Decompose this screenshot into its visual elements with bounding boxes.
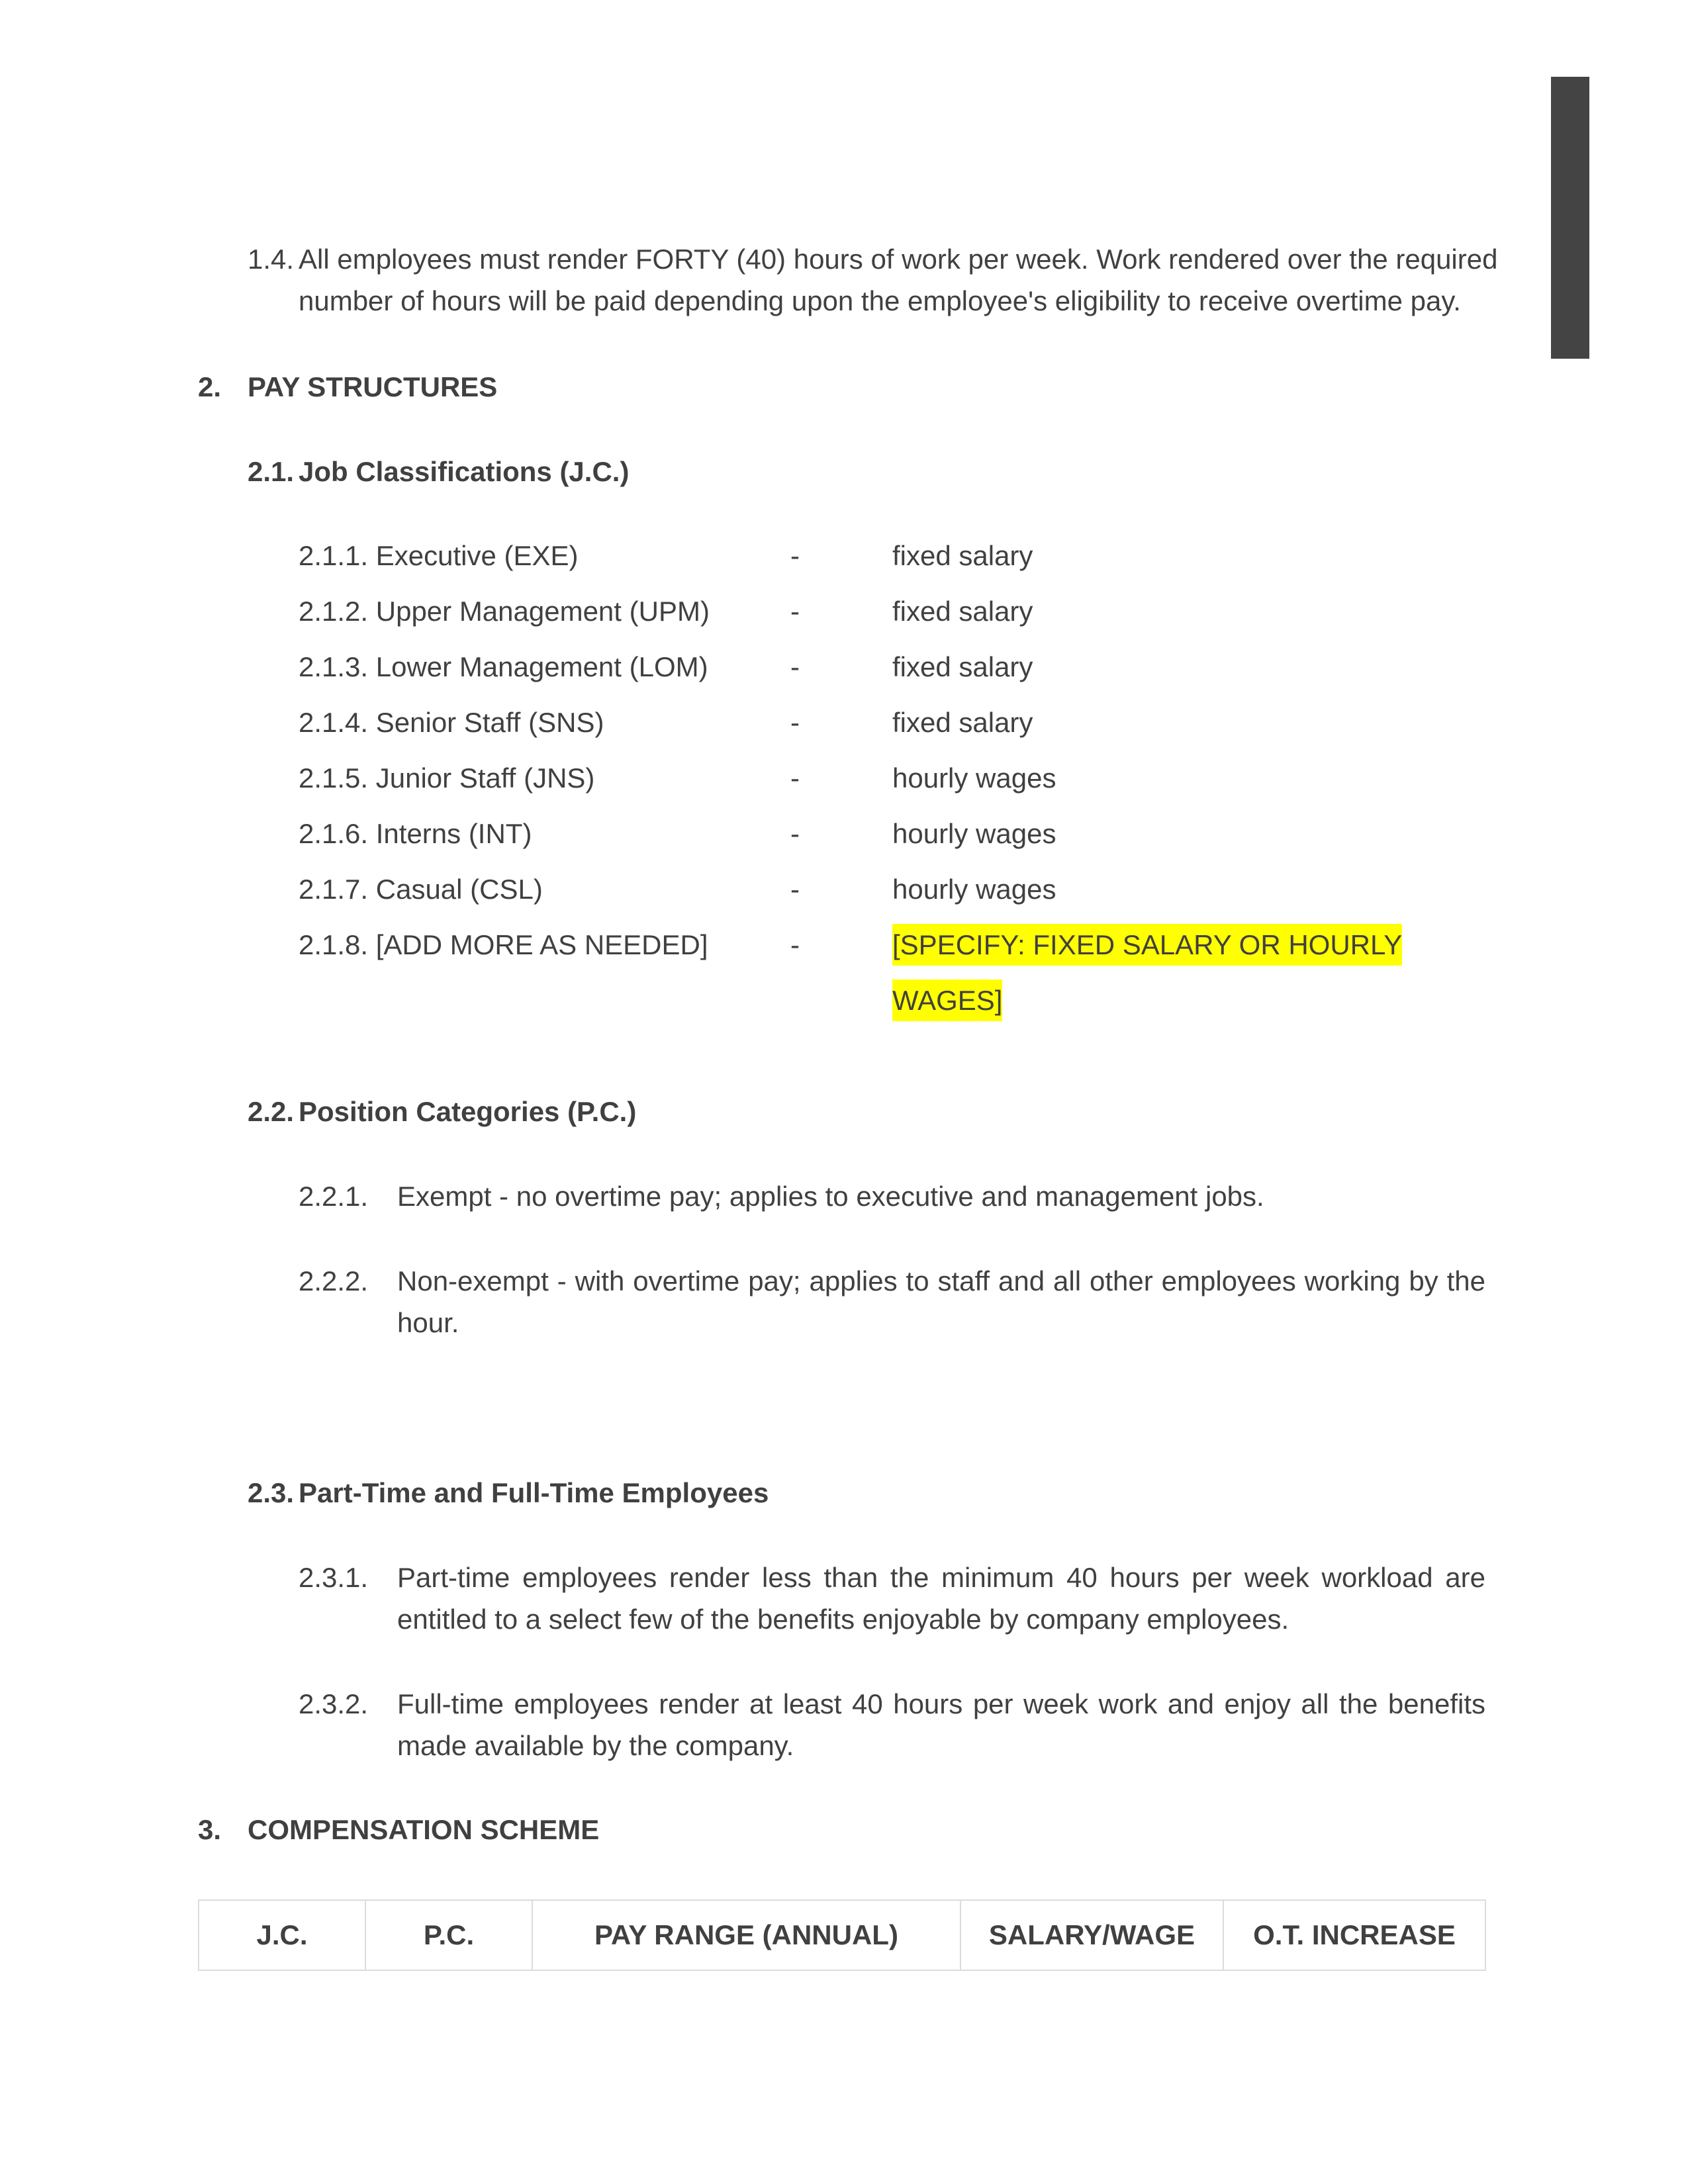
- section-heading: COMPENSATION SCHEME: [248, 1814, 600, 1845]
- job-classification-row: [299, 868, 1424, 910]
- item-number: 2.3.2.: [299, 1688, 369, 1719]
- item-text: Exempt - no overtime pay; applies to executive and management jobs.: [397, 1181, 1264, 1212]
- pay-type: fixed salary: [892, 707, 1033, 738]
- subsection-heading: Position Categories (P.C.): [299, 1096, 637, 1127]
- separator-dash: -: [790, 651, 800, 682]
- column-header-jc: J.C.: [199, 1900, 365, 1970]
- job-classification-label: 2.1.8. [ADD MORE AS NEEDED]: [299, 929, 708, 960]
- job-classification-row: [299, 813, 1424, 854]
- item-number: 2.3.1.: [299, 1562, 369, 1593]
- column-header-ot-increase: O.T. INCREASE: [1223, 1900, 1485, 1970]
- table-header-row: [199, 1900, 1485, 1970]
- item-text: Part-time employees render less than the minimum 40 hours per week workload are entitled to a select few of the benefits enjoyable by company employees.: [397, 1562, 1485, 1635]
- separator-dash: -: [790, 762, 800, 794]
- section-heading: PAY STRUCTURES: [248, 371, 498, 402]
- placeholder-highlight[interactable]: WAGES]: [892, 979, 1002, 1021]
- side-tab-marker: [1551, 77, 1589, 359]
- job-classification-row: [299, 590, 1424, 632]
- subsection-number: 2.2.: [248, 1096, 295, 1127]
- clause-number: 1.4.: [248, 244, 295, 275]
- subsection-heading: Part-Time and Full-Time Employees: [299, 1477, 769, 1508]
- job-classification-row: [299, 702, 1424, 743]
- subsection-heading: Job Classifications (J.C.): [299, 456, 630, 487]
- job-classification-label: 2.1.1. Executive (EXE): [299, 540, 579, 571]
- clause-text-line: All employees must render FORTY (40) hours of work per week. Work rendered over the required: [299, 244, 1498, 275]
- job-classification-row: [299, 646, 1424, 688]
- pay-type: fixed salary: [892, 596, 1033, 627]
- item-text: Full-time employees render at least 40 hours per week work and enjoy all the benefits made available by the company.: [397, 1688, 1485, 1761]
- section-number: 3.: [198, 1814, 222, 1845]
- job-classification-label: 2.1.3. Lower Management (LOM): [299, 651, 708, 682]
- job-classification-label: 2.1.4. Senior Staff (SNS): [299, 707, 604, 738]
- separator-dash: -: [790, 818, 800, 849]
- separator-dash: -: [790, 929, 800, 960]
- clause-text-line: number of hours will be paid depending upon the employee's eligibility to receive overtime pay.: [299, 285, 1461, 316]
- job-classification-row: [299, 757, 1424, 799]
- list-item: [299, 1683, 1485, 1766]
- list-item: [299, 1260, 1485, 1343]
- list-item: [299, 1175, 1485, 1217]
- job-classification-label: 2.1.6. Interns (INT): [299, 818, 532, 849]
- section-number: 2.: [198, 371, 222, 402]
- item-number: 2.2.2.: [299, 1265, 369, 1297]
- subsection-number: 2.1.: [248, 456, 295, 487]
- list-item: [299, 1557, 1485, 1640]
- separator-dash: -: [790, 874, 800, 905]
- job-classification-row: [299, 924, 1424, 966]
- pay-type: hourly wages: [892, 762, 1056, 794]
- job-classification-label: 2.1.5. Junior Staff (JNS): [299, 762, 595, 794]
- subsection-number: 2.3.: [248, 1477, 295, 1508]
- column-header-pay-range: PAY RANGE (ANNUAL): [532, 1900, 961, 1970]
- pay-type: hourly wages: [892, 818, 1056, 849]
- item-number: 2.2.1.: [299, 1181, 369, 1212]
- job-classification-label: 2.1.2. Upper Management (UPM): [299, 596, 710, 627]
- column-header-pc: P.C.: [365, 1900, 532, 1970]
- separator-dash: -: [790, 707, 800, 738]
- job-classification-label: 2.1.7. Casual (CSL): [299, 874, 543, 905]
- pay-type: fixed salary: [892, 540, 1033, 571]
- pay-type: hourly wages: [892, 874, 1056, 905]
- item-text: Non-exempt - with overtime pay; applies to staff and all other employees working by the hour.: [397, 1265, 1485, 1338]
- pay-type: fixed salary: [892, 651, 1033, 682]
- job-classification-row: [299, 535, 1424, 576]
- column-header-salary-wage: SALARY/WAGE: [961, 1900, 1223, 1970]
- placeholder-highlight[interactable]: [SPECIFY: FIXED SALARY OR HOURLY: [892, 924, 1402, 966]
- compensation-table: [198, 1899, 1486, 1971]
- separator-dash: -: [790, 596, 800, 627]
- job-classification-row-continuation: [299, 979, 1424, 1021]
- separator-dash: -: [790, 540, 800, 571]
